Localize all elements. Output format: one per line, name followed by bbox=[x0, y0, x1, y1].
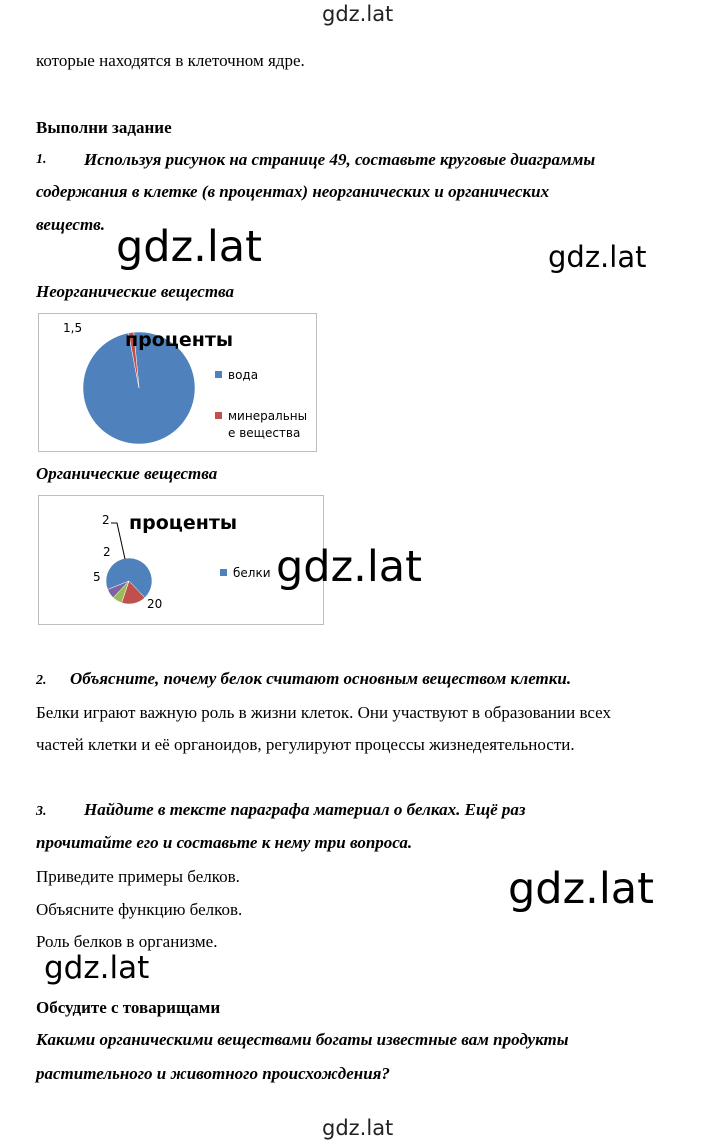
watermark-big-1: gdz.lat bbox=[116, 222, 262, 272]
heading-task: Выполни задание bbox=[36, 118, 172, 137]
organic-data-label-20: 20 bbox=[147, 597, 163, 611]
watermark-mid-right: gdz.lat bbox=[548, 240, 647, 274]
q2-text: Объясните, почему белок считают основным веществом клетки. bbox=[70, 669, 572, 688]
watermark-big-2: gdz.lat bbox=[276, 542, 422, 592]
q1-line2: содержания в клетке (в процентах) неорганических и органических bbox=[36, 182, 550, 201]
watermark-big-3: gdz.lat bbox=[508, 864, 654, 914]
text-line-top: которые находятся в клеточном ядре. bbox=[36, 51, 305, 70]
q1-number: 1. bbox=[36, 152, 47, 167]
a3-line1: Приведите примеры белков. bbox=[36, 867, 240, 886]
inorganic-chart bbox=[38, 313, 317, 452]
legend-label-water: вода bbox=[228, 368, 259, 382]
discuss-line2: растительного и животного происхождения? bbox=[36, 1064, 390, 1083]
organic-chart-title: проценты bbox=[129, 512, 238, 534]
a2-line1: Белки играют важную роль в жизни клеток. Они участвуют в образовании всех bbox=[36, 703, 611, 722]
watermark-top: gdz.lat bbox=[322, 2, 394, 26]
watermark-bottom: gdz.lat bbox=[322, 1116, 394, 1140]
inorganic-legend-water bbox=[215, 368, 258, 382]
legend-label-proteins: белки bbox=[233, 566, 271, 580]
discuss-line1: Какими органическими веществами богаты известные вам продукты bbox=[36, 1030, 569, 1049]
inorganic-heading: Неорганические вещества bbox=[36, 282, 235, 301]
q3-line2: прочитайте его и составьте к нему три вопроса. bbox=[36, 833, 413, 852]
legend-swatch-blue bbox=[215, 371, 222, 378]
organic-data-label-2a: 2 bbox=[102, 513, 110, 527]
a3-line3: Роль белков в организме. bbox=[36, 932, 218, 951]
q1-line3: веществ. bbox=[36, 215, 106, 234]
q3-line1: Найдите в тексте параграфа материал о белках. Ещё раз bbox=[84, 800, 526, 819]
a2-line2: частей клетки и её органоидов, регулируют процессы жизнедеятельности. bbox=[36, 735, 575, 754]
a3-line2: Объясните функцию белков. bbox=[36, 900, 243, 919]
inorganic-chart-title: проценты bbox=[125, 329, 234, 351]
q1-line1: Используя рисунок на странице 49, составьте круговые диаграммы bbox=[84, 150, 596, 169]
organic-heading: Органические вещества bbox=[36, 464, 218, 483]
organic-legend-proteins bbox=[220, 566, 271, 580]
watermark-bottom-left: gdz.lat bbox=[44, 950, 150, 986]
legend-label-minerals-2: е вещества bbox=[228, 426, 301, 440]
q3-number: 3. bbox=[36, 804, 47, 819]
organic-data-label-2b: 2 bbox=[103, 545, 111, 559]
legend-swatch-red bbox=[215, 412, 222, 419]
legend-label-minerals-1: минеральны bbox=[228, 409, 308, 423]
inorganic-legend-minerals bbox=[215, 408, 307, 442]
inorganic-data-label-minerals: 1,5 bbox=[63, 321, 83, 335]
organic-data-label-5: 5 bbox=[93, 570, 101, 584]
organic-leader-line bbox=[111, 523, 125, 559]
legend-swatch-blue bbox=[220, 569, 227, 576]
q2-number: 2. bbox=[36, 673, 47, 688]
discuss-heading: Обсудите с товарищами bbox=[36, 998, 221, 1017]
